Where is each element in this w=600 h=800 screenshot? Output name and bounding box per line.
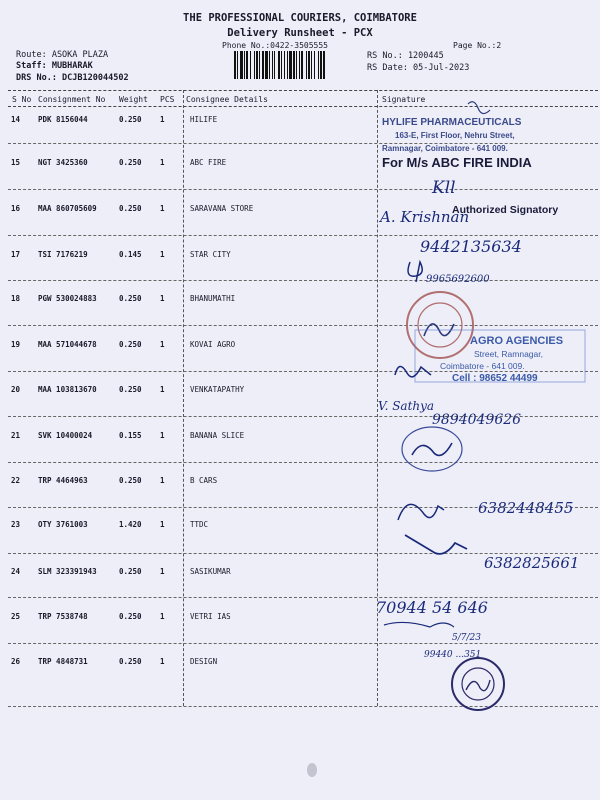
cell-pcs: 1 [160, 250, 165, 259]
rs-date: RS Date: 05-Jul-2023 [367, 63, 470, 73]
cell-weight: 0.250 [119, 115, 142, 124]
column-header-signature: Signature [382, 95, 426, 104]
hilife-signature [468, 102, 490, 114]
cell-sno: 22 [11, 476, 21, 485]
cell-pcs: 1 [160, 340, 165, 349]
row-divider [8, 189, 598, 190]
cell-weight: 1.420 [119, 520, 142, 529]
row-divider [8, 371, 598, 372]
cell-weight: 0.155 [119, 431, 142, 440]
kovai-stamp-line3: Coimbatore - 641 009. [440, 361, 525, 371]
barcode-image [234, 51, 360, 79]
sasikumar-phone: 70944 54 646 [376, 598, 488, 617]
row-divider [8, 143, 598, 144]
cell-sno: 21 [11, 431, 21, 440]
cell-weight: 0.145 [119, 250, 142, 259]
row-divider [8, 280, 598, 281]
cell-consignee: VENKATAPATHY [190, 385, 245, 394]
cell-weight: 0.250 [119, 567, 142, 576]
kovai-agro-stamp [415, 330, 585, 384]
cell-sno: 24 [11, 567, 21, 576]
row-divider [8, 643, 598, 644]
cell-weight: 0.250 [119, 204, 142, 213]
cell-sno: 18 [11, 294, 21, 303]
kovai-stamp-line1: AGRO AGENCIES [470, 335, 564, 347]
drs-number: DRS No.: DCJB120044502 [16, 73, 129, 83]
authorized-signatory-stamp: Authorized Signatory [452, 204, 559, 216]
cell-consignment: SVK 10400024 [38, 431, 93, 440]
vetri-date: 5/7/23 [452, 633, 481, 643]
cell-pcs: 1 [160, 431, 165, 440]
header-divider-top [8, 90, 598, 91]
cell-weight: 0.250 [119, 385, 142, 394]
cell-consignment: TSI 7176219 [38, 250, 88, 259]
cell-weight: 0.250 [119, 294, 142, 303]
cell-consignment: MAA 571044678 [38, 340, 97, 349]
header-divider-bottom [8, 106, 598, 107]
cell-consignee: DESIGN [190, 657, 218, 666]
route-label: Route: ASOKA PLAZA [16, 50, 109, 60]
rs-number: RS No.: 1200445 [367, 51, 444, 61]
cell-consignee: TTDC [190, 520, 209, 529]
starcity-signature [408, 262, 422, 282]
cell-pcs: 1 [160, 158, 165, 167]
cell-consignment: MAA 103813670 [38, 385, 97, 394]
cell-pcs: 1 [160, 612, 165, 621]
saravana-signature: A. Krishnan [380, 208, 470, 226]
cell-weight: 0.250 [119, 657, 142, 666]
cell-consignment: SLM 323391943 [38, 567, 97, 576]
abc-stamp: For M/s ABC FIRE INDIA [382, 155, 532, 170]
starcity-phone: 9965692600 [426, 274, 490, 285]
cell-consignment: OTY 3761003 [38, 520, 88, 529]
company-title: THE PROFESSIONAL COURIERS, COIMBATORE [183, 12, 417, 24]
cell-sno: 23 [11, 520, 21, 529]
abc-signature: Kll [432, 178, 456, 198]
cell-sno: 16 [11, 204, 21, 213]
design-phone: 99440 ...351 [424, 650, 482, 660]
cell-pcs: 1 [160, 204, 165, 213]
kovai-stamp-line4: Cell : 98652 44499 [452, 373, 538, 384]
row-divider [8, 507, 598, 508]
cell-pcs: 1 [160, 567, 165, 576]
cell-consignment: NGT 3425360 [38, 158, 88, 167]
ttdc-signature [405, 535, 467, 554]
cell-pcs: 1 [160, 115, 165, 124]
cell-weight: 0.250 [119, 340, 142, 349]
cell-consignee: HILIFE [190, 115, 218, 124]
column-divider-consignee [183, 90, 184, 706]
hilife-stamp-line2: 163-E, First Floor, Nehru Street, [395, 131, 515, 140]
cell-consignment: MAA 860705609 [38, 204, 97, 213]
cell-weight: 0.250 [119, 476, 142, 485]
cell-pcs: 1 [160, 294, 165, 303]
row-divider [8, 553, 598, 554]
hilife-stamp-line1: HYLIFE PHARMACEUTICALS [382, 117, 522, 128]
cell-consignee: STAR CITY [190, 250, 231, 259]
venkatapathy-name: V. Sathya [378, 399, 435, 413]
cell-consignee: ABC FIRE [190, 158, 227, 167]
hilife-stamp-line3: Ramnagar, Coimbatore - 641 009. [382, 144, 508, 153]
row-divider [8, 706, 598, 707]
saravana-phone: 9442135634 [420, 237, 522, 256]
row-divider [8, 235, 598, 236]
column-header-weight: Weight [119, 95, 148, 104]
cell-pcs: 1 [160, 385, 165, 394]
cell-consignee: KOVAI AGRO [190, 340, 236, 349]
phone-number: Phone No.:0422-3505555 [222, 41, 328, 50]
smudge-mark [307, 763, 317, 777]
venkatapathy-phone: 9894049626 [432, 412, 522, 428]
cell-sno: 14 [11, 115, 21, 124]
cell-pcs: 1 [160, 476, 165, 485]
row-divider [8, 325, 598, 326]
cell-consignee: BHANUMATHI [190, 294, 236, 303]
bcars-phone: 6382448455 [478, 499, 574, 517]
cell-consignee: SASIKUMAR [190, 567, 231, 576]
cell-pcs: 1 [160, 657, 165, 666]
staff-label: Staff: MUBHARAK [16, 61, 93, 71]
ttdc-phone: 6382825661 [484, 554, 580, 572]
cell-consignee: VETRI IAS [190, 612, 231, 621]
document-title: Delivery Runsheet - PCX [227, 27, 373, 39]
cell-consignment: TRP 4464963 [38, 476, 88, 485]
cell-weight: 0.250 [119, 158, 142, 167]
column-header-sno: S No [12, 95, 32, 104]
cell-sno: 17 [11, 250, 21, 259]
column-divider-signature [377, 90, 378, 706]
cell-consignment: TRP 7538748 [38, 612, 88, 621]
cell-consignee: BANANA SLICE [190, 431, 245, 440]
column-header-pcs: PCS [160, 95, 175, 104]
cell-consignee: SARAVANA STORE [190, 204, 254, 213]
vetri-signature [384, 622, 454, 627]
banana-slice-stamp [402, 427, 462, 471]
cell-pcs: 1 [160, 520, 165, 529]
cell-consignment: PDK 8156044 [38, 115, 88, 124]
cell-consignment: TRP 4848731 [38, 657, 88, 666]
design-round-stamp [452, 658, 504, 710]
cell-sno: 15 [11, 158, 21, 167]
row-divider [8, 597, 598, 598]
cell-consignment: PGW 530024883 [38, 294, 97, 303]
cell-sno: 19 [11, 340, 21, 349]
banana-slice-signature [412, 443, 452, 455]
column-header-consignee: Consignee Details [186, 95, 268, 104]
column-header-consignment: Consignment No [38, 95, 106, 104]
row-divider [8, 416, 598, 417]
cell-consignee: B CARS [190, 476, 218, 485]
row-divider [8, 462, 598, 463]
kovai-stamp-line2: Street, Ramnagar, [474, 349, 543, 359]
cell-weight: 0.250 [119, 612, 142, 621]
cell-sno: 25 [11, 612, 21, 621]
cell-sno: 26 [11, 657, 21, 666]
cell-sno: 20 [11, 385, 21, 394]
page-number: Page No.:2 [453, 41, 502, 50]
